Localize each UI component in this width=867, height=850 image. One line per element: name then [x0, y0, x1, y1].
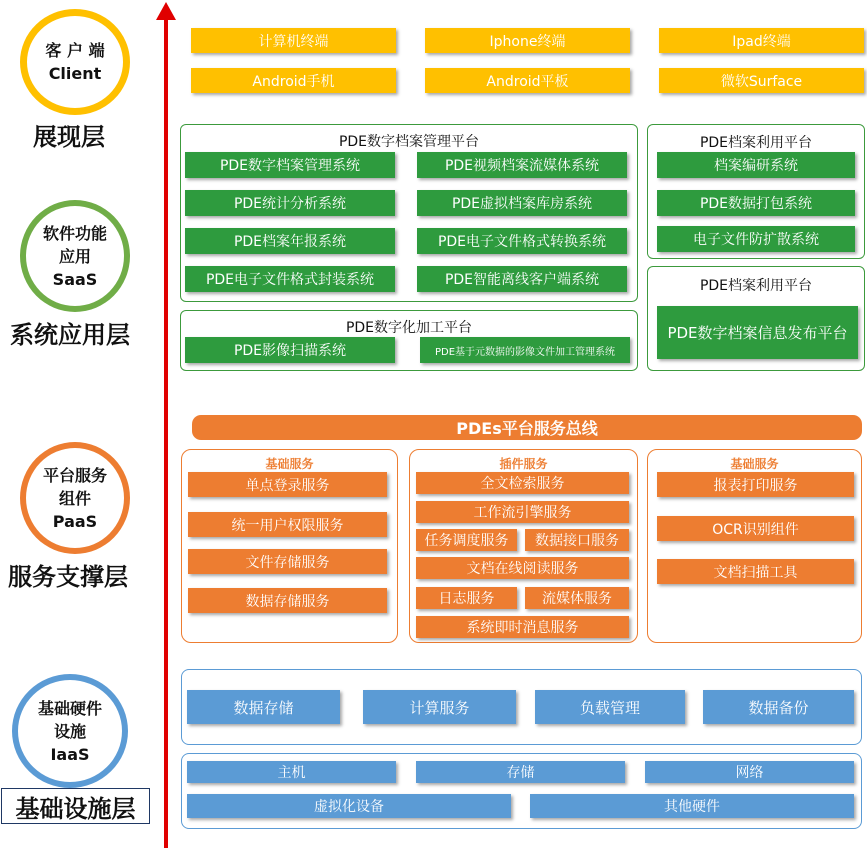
iaas-layer-label: 基础设施层	[1, 788, 150, 824]
paas-circle-line2: 组件	[58, 488, 91, 508]
terminal-box: Android手机	[191, 68, 396, 93]
archive-use2-title: PDE档案利用平台	[699, 278, 813, 294]
client-circle-line2: Client	[48, 64, 102, 83]
terminal-box: Android平板	[425, 68, 630, 93]
service-box: 工作流引擎服务	[416, 501, 629, 523]
saas-circle-line3: SaaS	[52, 269, 98, 289]
saas-system-box: PDE视频档案流媒体系统	[417, 152, 627, 178]
paas-circle-line3: PaaS	[52, 511, 98, 531]
infra-service-box: 数据存储	[187, 690, 340, 724]
infra-service-box: 负载管理	[535, 690, 685, 724]
saas-system-box: 档案编研系统	[657, 152, 855, 178]
saas-system-box: PDE档案年报系统	[185, 228, 395, 254]
service-box: 文档在线阅读服务	[416, 557, 629, 579]
client-circle	[20, 9, 130, 115]
saas-system-box: PDE基于元数据的影像文件加工管理系统	[420, 337, 630, 363]
infra-service-box: 计算服务	[363, 690, 516, 724]
basic-services2-title: 基础服务	[730, 457, 779, 471]
service-box: 系统即时消息服务	[416, 616, 629, 638]
hardware-box: 主机	[187, 761, 396, 783]
saas-circle-line2: 应用	[58, 246, 91, 266]
archive-use-title: PDE档案利用平台	[699, 135, 813, 151]
service-box: 日志服务	[416, 587, 517, 609]
digitization-title: PDE数字化加工平台	[345, 320, 473, 336]
service-box: 统一用户权限服务	[188, 512, 387, 537]
client-circle-line1: 客 户 端	[45, 41, 105, 60]
saas-system-box: PDE数字档案信息发布平台	[657, 306, 858, 359]
service-bus: PDEs平台服务总线	[192, 415, 862, 440]
terminal-box: 微软Surface	[659, 68, 864, 93]
paas-circle-line1: 平台服务	[42, 465, 107, 485]
hardware-box: 存储	[416, 761, 625, 783]
saas-layer-label: 系统应用层	[10, 321, 130, 349]
saas-system-box: PDE统计分析系统	[185, 190, 395, 216]
saas-system-box: PDE数据打包系统	[657, 190, 855, 216]
service-box: 流媒体服务	[525, 587, 629, 609]
saas-system-box: PDE智能离线客户端系统	[417, 266, 627, 292]
service-box: OCR识别组件	[657, 516, 854, 541]
saas-system-box: PDE电子文件格式封装系统	[185, 266, 395, 292]
service-box: 文件存储服务	[188, 549, 387, 574]
saas-system-box: 电子文件防扩散系统	[657, 226, 855, 252]
paas-circle	[20, 442, 130, 554]
terminal-box: Iphone终端	[425, 28, 630, 53]
archive-mgmt-title: PDE数字档案管理平台	[338, 134, 480, 150]
hardware-box: 其他硬件	[530, 794, 854, 818]
terminal-box: Ipad终端	[659, 28, 864, 53]
service-box: 任务调度服务	[416, 529, 517, 551]
client-layer-label: 展现层	[33, 123, 105, 151]
vertical-arrow	[150, 0, 182, 850]
paas-layer-label: 服务支撑层	[8, 563, 128, 591]
service-box: 文档扫描工具	[657, 559, 854, 584]
plugin-services-title: 插件服务	[499, 457, 548, 471]
service-box: 数据接口服务	[525, 529, 629, 551]
service-box: 单点登录服务	[188, 472, 387, 497]
saas-circle-line1: 软件功能	[42, 223, 107, 243]
iaas-circle	[12, 674, 128, 788]
saas-system-box: PDE电子文件格式转换系统	[417, 228, 627, 254]
iaas-circle-line2: 设施	[53, 721, 86, 741]
service-box: 报表打印服务	[657, 472, 854, 497]
basic-services-title: 基础服务	[265, 457, 314, 471]
saas-system-box: PDE虚拟档案库房系统	[417, 190, 627, 216]
iaas-circle-line3: IaaS	[50, 744, 90, 764]
service-box: 数据存储服务	[188, 588, 387, 613]
service-box: 全文检索服务	[416, 472, 629, 494]
iaas-circle-line1: 基础硬件	[37, 698, 102, 718]
terminal-box: 计算机终端	[191, 28, 396, 53]
saas-system-box: PDE影像扫描系统	[185, 337, 395, 363]
hardware-box: 虚拟化设备	[187, 794, 511, 818]
hardware-box: 网络	[645, 761, 854, 783]
infra-service-box: 数据备份	[703, 690, 854, 724]
saas-circle	[20, 200, 130, 312]
saas-system-box: PDE数字档案管理系统	[185, 152, 395, 178]
